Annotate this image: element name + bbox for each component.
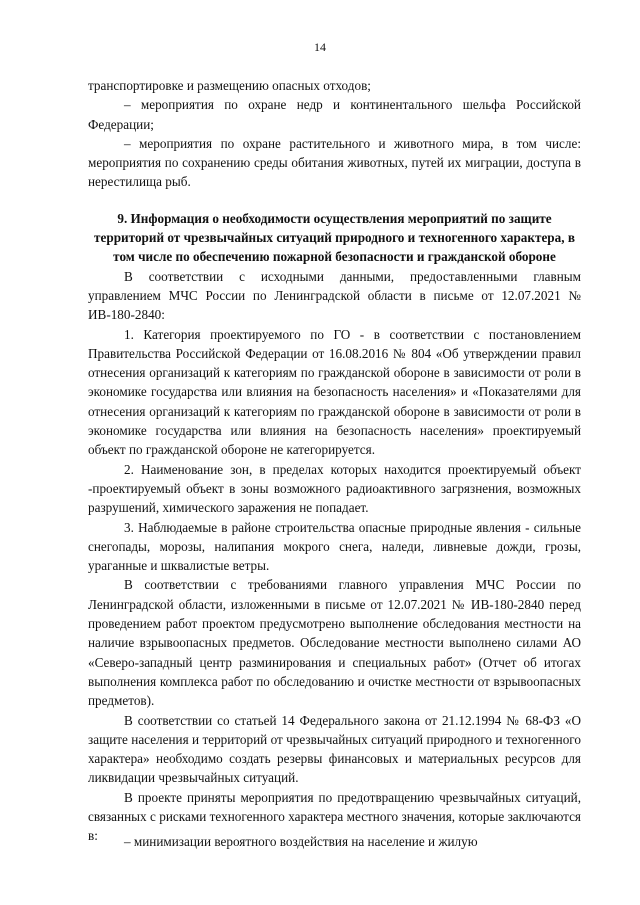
paragraph: 1. Категория проектируемого по ГО - в соответствии с постановлением Правительства Российской Федерации от 16.08.2016 № 804 «Об утверждении правил отнесения организаций к категориям по гражданской обороне в зависимости от роли в экономике государства или влияния на безопасность населения» и «Показателями для отнесения организаций к категориям по гражданской обороне в зависимости от роли в экономике государства или влияния на безопасность населения» проектируемый объект по гражданской обороне не категорируется. [88, 326, 581, 458]
section-heading: 9. Информация о необходимости осуществления мероприятий по защите территорий от чрезвычайных ситуаций природного и техногенного характера, в том числе по обеспечению пожарной безопасности и гражданской обороне [94, 210, 575, 265]
paragraph: В соответствии со статьей 14 Федерального закона от 21.12.1994 № 68-ФЗ «О защите населения и территорий от чрезвычайных ситуаций природного и техногенного характера» необходимо создать резервы финансовых и материальных ресурсов для ликвидации чрезвычайных ситуаций. [88, 712, 581, 786]
list-item: – минимизации вероятного воздействия на население и жилую [124, 834, 478, 849]
paragraph: В соответствии с исходными данными, предоставленными главным управлением МЧС России по Ленинградской области в письме от 12.07.2021 № ИВ-180-2840: [88, 268, 581, 323]
paragraph: В проекте приняты мероприятия по предотвращению чрезвычайных ситуаций, связанных с рисками техногенного характера местного значения, которые заключаются в: [88, 789, 581, 844]
paragraph: транспортировке и размещению опасных отходов; [88, 78, 371, 93]
page-body [88, 76, 581, 846]
list-item: – мероприятия по охране недр и континентального шельфа Российской Федерации; [88, 97, 581, 132]
paragraph: 3. Наблюдаемые в районе строительства опасные природные явления - сильные снегопады, морозы, налипания мокрого снега, наледи, ливневые дожди, грозы, ураганные и шквалистые ветры. [88, 519, 581, 574]
paragraph: В соответствии с требованиями главного управления МЧС России по Ленинградской области, изложенными в письме от 12.07.2021 № ИВ-180-2840 перед проведением работ проектом предусмотрено выполнение обследования местности на наличие взрывоопасных предметов. Обследование местности выполнено силами АО «Северо-западный центр разминирования и специальных работ» (Отчет об итогах выполнения комплекса работ по обследованию и очистке местности от взрывоопасных предметов). [88, 577, 581, 709]
paragraph: 2. Наименование зон, в пределах которых находится проектируемый объект -проектируемый объект в зоны возможного радиоактивного загрязнения, возможных разрушений, химического заражения не попадает. [88, 461, 581, 516]
page-last-line [88, 832, 581, 851]
list-item: – мероприятия по охране растительного и животного мира, в том числе: мероприятия по сохранению среды обитания животных, путей их миграции, доступа в нерестилища рыб. [88, 135, 581, 190]
page-number: 14 [314, 40, 326, 54]
